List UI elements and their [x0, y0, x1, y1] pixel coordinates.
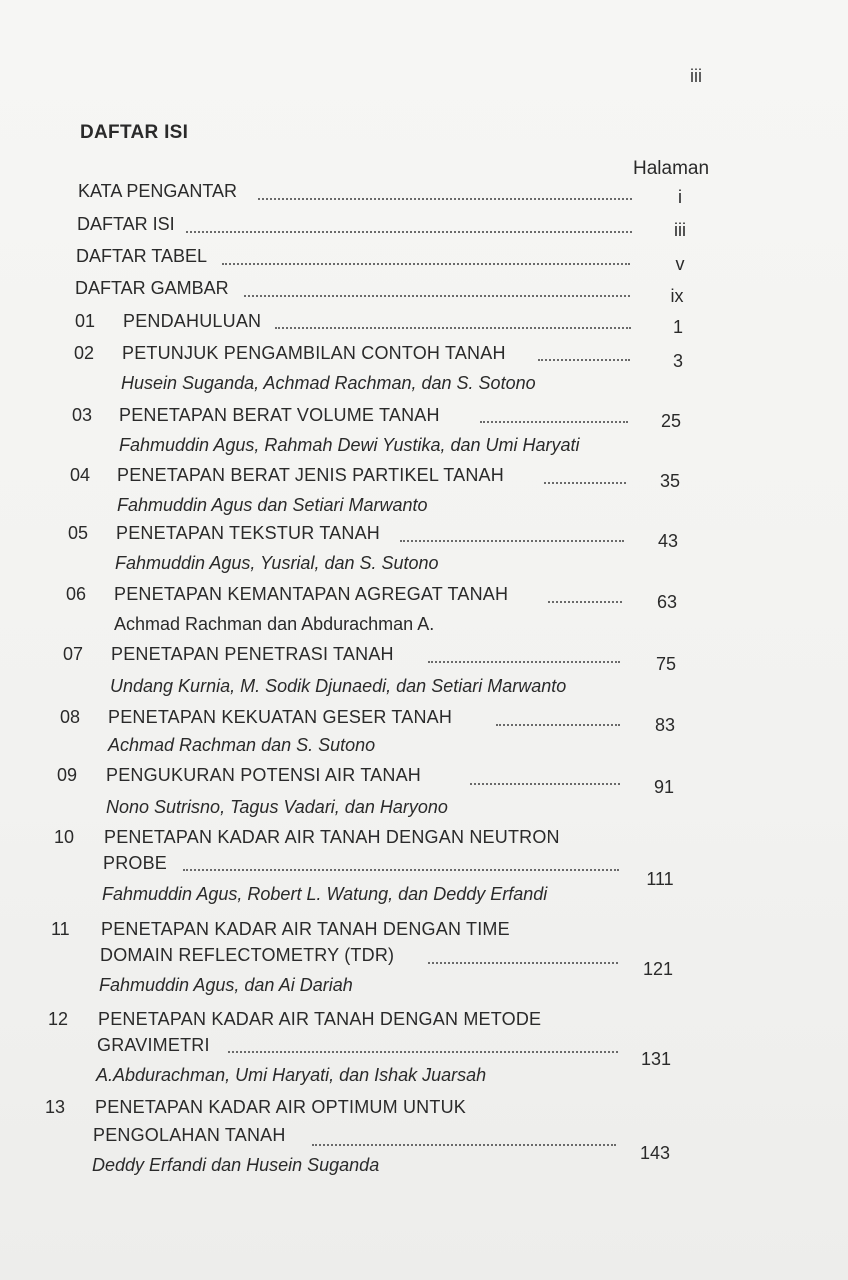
chapter-number: 12	[48, 1009, 69, 1029]
dot-leader	[312, 1143, 616, 1146]
toc-entry-page: iii	[674, 220, 686, 240]
chapter-authors: Undang Kurnia, M. Sodik Djunaedi, dan Setiari Marwanto	[110, 676, 567, 696]
chapter-page: 25	[660, 411, 682, 431]
chapter-title: PENETAPAN PENETRASI TANAH	[111, 644, 394, 664]
dot-leader	[222, 262, 630, 265]
dot-leader	[228, 1050, 618, 1053]
toc-entry-title: DAFTAR ISI	[77, 214, 175, 234]
toc-entry-page: v	[675, 254, 685, 274]
chapter-authors: Achmad Rachman dan S. Sutono	[108, 735, 376, 755]
chapter-authors: A.Abdurachman, Umi Haryati, dan Ishak Juarsah	[96, 1065, 487, 1085]
chapter-title-continued: DOMAIN REFLECTOMETRY (TDR)	[100, 945, 395, 965]
dot-leader	[400, 539, 624, 542]
chapter-authors: Nono Sutrisno, Tagus Vadari, dan Haryono	[106, 797, 448, 817]
page-title: DAFTAR ISI	[80, 122, 189, 143]
chapter-title: PENETAPAN BERAT JENIS PARTIKEL TANAH	[117, 465, 504, 485]
chapter-page: 121	[642, 959, 674, 979]
chapter-authors: Deddy Erfandi dan Husein Suganda	[92, 1155, 380, 1175]
chapter-page: 3	[672, 351, 683, 371]
dot-leader	[480, 420, 628, 423]
chapter-page: 131	[640, 1049, 672, 1069]
toc-entry-page: ix	[670, 286, 684, 306]
chapter-page: 83	[654, 715, 676, 735]
chapter-title-continued: GRAVIMETRI	[97, 1035, 210, 1055]
dot-leader	[428, 961, 618, 964]
dot-leader	[275, 326, 631, 329]
chapter-page: 111	[646, 869, 674, 889]
chapter-authors: Fahmuddin Agus, Yusrial, dan S. Sutono	[115, 553, 439, 573]
page-column-label: Halaman	[633, 158, 710, 179]
chapter-page: 1	[672, 317, 683, 337]
chapter-number: 11	[51, 919, 70, 939]
chapter-title: PETUNJUK PENGAMBILAN CONTOH TANAH	[122, 343, 506, 363]
chapter-title: PENETAPAN KEKUATAN GESER TANAH	[108, 707, 453, 727]
chapter-page: 91	[653, 777, 675, 797]
dot-leader	[428, 660, 620, 663]
dot-leader	[186, 230, 632, 233]
chapter-authors: Husein Suganda, Achmad Rachman, dan S. Sotono	[121, 373, 536, 393]
chapter-title-continued: PROBE	[103, 853, 168, 873]
chapter-number: 02	[74, 343, 95, 363]
chapter-number: 01	[75, 311, 96, 331]
chapter-title: PENETAPAN BERAT VOLUME TANAH	[119, 405, 440, 425]
chapter-title: PENGUKURAN POTENSI AIR TANAH	[106, 765, 421, 785]
chapter-title: PENETAPAN KADAR AIR TANAH DENGAN NEUTRON	[104, 827, 560, 847]
chapter-title-continued: PENGOLAHAN TANAH	[93, 1125, 286, 1145]
chapter-authors: Fahmuddin Agus, Rahmah Dewi Yustika, dan Umi Haryati	[119, 435, 580, 455]
chapter-title: PENETAPAN KADAR AIR OPTIMUM UNTUK	[95, 1097, 466, 1117]
chapter-number: 09	[57, 765, 78, 785]
chapter-page: 75	[655, 654, 677, 674]
chapter-page: 143	[639, 1143, 671, 1163]
dot-leader	[470, 782, 620, 785]
chapter-page: 63	[656, 592, 678, 612]
chapter-authors: Fahmuddin Agus dan Setiari Marwanto	[117, 495, 428, 515]
dot-leader	[496, 723, 620, 726]
chapter-number: 04	[70, 465, 91, 485]
chapter-authors: Achmad Rachman dan Abdurachman A.	[114, 614, 435, 634]
dot-leader	[258, 197, 632, 200]
chapter-title: PENETAPAN TEKSTUR TANAH	[116, 523, 380, 543]
chapter-number: 07	[63, 644, 84, 664]
chapter-title: PENETAPAN KEMANTAPAN AGREGAT TANAH	[114, 584, 509, 604]
dot-leader	[183, 868, 619, 871]
chapter-number: 03	[72, 405, 93, 425]
chapter-authors: Fahmuddin Agus, dan Ai Dariah	[99, 975, 353, 995]
chapter-number: 05	[68, 523, 89, 543]
toc-entry-page: i	[678, 187, 682, 207]
dot-leader	[548, 600, 622, 603]
chapter-number: 10	[54, 827, 75, 847]
toc-entry-title: DAFTAR GAMBAR	[75, 278, 229, 298]
chapter-page: 35	[659, 471, 681, 491]
dot-leader	[544, 481, 626, 484]
chapter-authors: Fahmuddin Agus, Robert L. Watung, dan Deddy Erfandi	[102, 884, 548, 904]
chapter-number: 13	[45, 1097, 66, 1117]
chapter-title: PENETAPAN KADAR AIR TANAH DENGAN TIME	[101, 919, 510, 939]
chapter-number: 06	[66, 584, 87, 604]
dot-leader	[538, 358, 630, 361]
chapter-page: 43	[657, 531, 679, 551]
toc-entry-title: DAFTAR TABEL	[76, 246, 208, 266]
dot-leader	[244, 294, 630, 297]
chapter-title: PENETAPAN KADAR AIR TANAH DENGAN METODE	[98, 1009, 542, 1029]
chapter-number: 08	[60, 707, 81, 727]
chapter-title: PENDAHULUAN	[123, 311, 262, 331]
toc-entry-title: KATA PENGANTAR	[78, 181, 238, 201]
page-number: iii	[690, 66, 702, 86]
